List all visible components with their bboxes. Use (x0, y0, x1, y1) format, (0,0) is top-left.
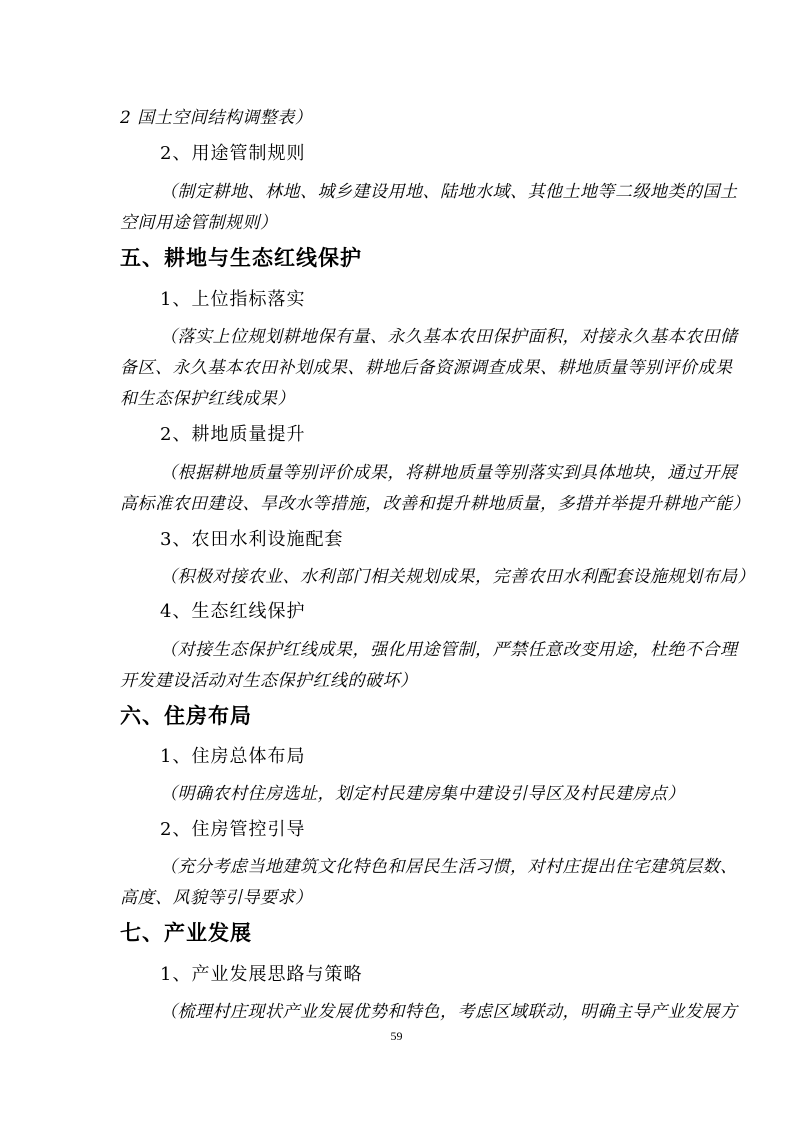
note-line: （明确农村住房选址，划定村民建房集中建设引导区及村民建房点） (160, 784, 685, 804)
subsection-title: 4、生态红线保护 (160, 601, 306, 622)
page-number: 59 (390, 1029, 403, 1043)
subsection-title: 1、住房总体布局 (160, 746, 306, 767)
note-line: （落实上位规划耕地保有量、永久基本农田保护面积，对接永久基本农田储 (160, 327, 738, 347)
section-heading: 六、住房布局 (120, 704, 252, 728)
subsection-title: 3、农田水利设施配套 (160, 529, 344, 550)
note-line: （根据耕地质量等别评价成果，将耕地质量等别落实到具体地块，通过开展 (160, 463, 738, 483)
note-line: 和生态保护红线成果） (120, 389, 295, 409)
note-line: （梳理村庄现状产业发展优势和特色，考虑区域联动，明确主导产业发展方 (160, 1002, 738, 1022)
note-line: 高度、风貌等引导要求） (120, 888, 313, 908)
note-line: 空间用途管制规则） (120, 213, 278, 233)
note-line: 备区、永久基本农田补划成果、耕地后备资源调查成果、耕地质量等别评价成果 (120, 358, 733, 378)
section-heading: 七、产业发展 (120, 921, 252, 945)
subsection-title: 2、住房管控引导 (160, 819, 306, 840)
subsection-title: 1、产业发展思路与策略 (160, 964, 363, 985)
note-line: 开发建设活动对生态保护红线的破坏） (120, 671, 418, 691)
section-heading: 五、耕地与生态红线保护 (120, 246, 362, 270)
subsection-title: 2、用途管制规则 (160, 143, 306, 164)
note-line: （制定耕地、林地、城乡建设用地、陆地水域、其他土地等二级地类的国土 (160, 182, 738, 202)
note-line: 2 国土空间结构调整表） (120, 108, 313, 128)
subsection-title: 1、上位指标落实 (160, 289, 306, 310)
note-line: （积极对接农业、水利部门相关规划成果，完善农田水利配套设施规划布局） (160, 567, 755, 587)
note-line: （充分考虑当地建筑文化特色和居民生活习惯，对村庄提出住宅建筑层数、 (160, 857, 738, 877)
subsection-title: 2、耕地质量提升 (160, 424, 306, 445)
note-line: 高标准农田建设、旱改水等措施，改善和提升耕地质量，多措并举提升耕地产能） (120, 494, 750, 514)
note-line: （对接生态保护红线成果，强化用途管制，严禁任意改变用途，杜绝不合理 (160, 640, 738, 660)
